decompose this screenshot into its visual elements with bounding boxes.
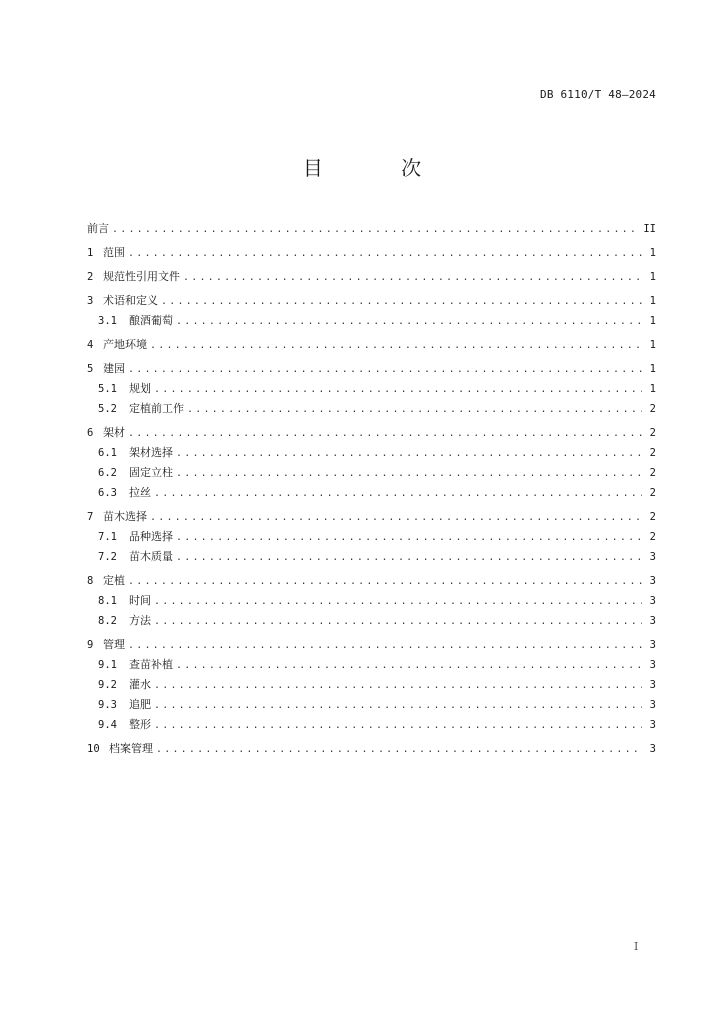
toc-entry-number: 6 <box>87 427 94 439</box>
toc-dot-leader <box>154 592 642 611</box>
toc-entry-number: 2 <box>87 271 94 283</box>
toc-dot-leader <box>161 292 642 311</box>
toc-dot-leader <box>150 336 642 355</box>
toc-dot-leader <box>187 400 642 419</box>
toc-entry[interactable] <box>87 739 656 759</box>
toc-dot-leader <box>176 548 642 567</box>
table-of-contents <box>87 219 656 759</box>
toc-entry-page: 3 <box>649 719 656 731</box>
toc-entry-page: 1 <box>649 315 656 327</box>
toc-entry[interactable] <box>87 695 656 715</box>
toc-entry[interactable] <box>87 655 656 675</box>
toc-entry-label: 范围 <box>103 246 125 259</box>
toc-entry-number: 8.1 <box>98 595 117 607</box>
toc-entry-label: 规划 <box>129 382 151 395</box>
toc-entry-page: 3 <box>649 699 656 711</box>
toc-entry-label: 苗木选择 <box>103 510 147 523</box>
toc-entry[interactable] <box>87 507 656 527</box>
toc-dot-leader <box>176 464 642 483</box>
toc-dot-leader <box>183 268 642 287</box>
toc-dot-leader <box>154 612 642 631</box>
toc-entry-number: 7 <box>87 511 94 523</box>
toc-entry-page: 2 <box>649 427 656 439</box>
toc-entry-number: 9.3 <box>98 699 117 711</box>
toc-entry-number: 8 <box>87 575 94 587</box>
toc-entry[interactable] <box>87 359 656 379</box>
toc-entry-number: 3 <box>87 295 94 307</box>
toc-dot-leader <box>150 508 642 527</box>
toc-dot-leader <box>176 656 642 675</box>
toc-entry[interactable] <box>87 219 656 239</box>
toc-entry[interactable] <box>87 335 656 355</box>
toc-dot-leader <box>176 528 642 547</box>
toc-entry-label: 固定立柱 <box>129 466 173 479</box>
toc-entry-number: 9.1 <box>98 659 117 671</box>
toc-entry-label: 查苗补植 <box>129 658 173 671</box>
toc-entry-label: 规范性引用文件 <box>103 270 180 283</box>
toc-entry[interactable] <box>87 591 656 611</box>
toc-entry-page: 2 <box>649 531 656 543</box>
toc-entry-page: 3 <box>649 575 656 587</box>
toc-entry-label: 方法 <box>129 614 151 627</box>
toc-entry-page: 3 <box>649 551 656 563</box>
toc-entry-page: 1 <box>649 363 656 375</box>
toc-entry-page: 3 <box>649 639 656 651</box>
toc-entry-label: 档案管理 <box>109 742 153 755</box>
toc-entry-number: 4 <box>87 339 94 351</box>
toc-entry[interactable] <box>87 635 656 655</box>
toc-entry-number: 9 <box>87 639 94 651</box>
toc-entry[interactable] <box>87 611 656 631</box>
page-title: 目 次 <box>302 156 458 180</box>
toc-entry-label: 苗木质量 <box>129 550 173 563</box>
toc-entry[interactable] <box>87 571 656 591</box>
toc-entry-page: 3 <box>649 679 656 691</box>
toc-entry-number: 10 <box>87 743 100 755</box>
toc-entry-page: 1 <box>649 339 656 351</box>
toc-entry-page: 3 <box>649 595 656 607</box>
toc-entry-page: 1 <box>649 383 656 395</box>
toc-dot-leader <box>176 312 642 331</box>
toc-entry-label: 建园 <box>103 362 125 375</box>
toc-dot-leader <box>128 424 642 443</box>
toc-entry-label: 时间 <box>129 594 151 607</box>
toc-dot-leader <box>128 244 642 263</box>
toc-entry[interactable] <box>87 443 656 463</box>
toc-dot-leader <box>154 696 642 715</box>
toc-entry-page: 3 <box>649 743 656 755</box>
toc-entry-label: 品种选择 <box>129 530 173 543</box>
toc-entry[interactable] <box>87 291 656 311</box>
toc-entry-page: II <box>643 223 656 235</box>
toc-entry[interactable] <box>87 715 656 735</box>
toc-entry-page: 3 <box>649 615 656 627</box>
toc-entry-number: 7.2 <box>98 551 117 563</box>
toc-entry-label: 追肥 <box>129 698 151 711</box>
toc-entry-number: 5.2 <box>98 403 117 415</box>
toc-entry[interactable] <box>87 483 656 503</box>
toc-entry-label: 术语和定义 <box>103 294 158 307</box>
toc-entry-label: 拉丝 <box>129 486 151 499</box>
toc-entry-label: 灌水 <box>129 678 151 691</box>
toc-entry-label: 定植前工作 <box>129 402 184 415</box>
toc-dot-leader <box>128 572 642 591</box>
toc-dot-leader <box>154 484 642 503</box>
toc-entry[interactable] <box>87 547 656 567</box>
toc-dot-leader <box>112 220 637 239</box>
toc-entry-label: 架材 <box>103 426 125 439</box>
toc-entry-number: 9.2 <box>98 679 117 691</box>
toc-entry[interactable] <box>87 311 656 331</box>
toc-entry-label: 定植 <box>103 574 125 587</box>
toc-entry-page: 2 <box>649 487 656 499</box>
toc-entry-page: 2 <box>649 511 656 523</box>
toc-entry-page: 2 <box>649 447 656 459</box>
toc-dot-leader <box>154 676 642 695</box>
toc-entry-number: 1 <box>87 247 94 259</box>
toc-entry-number: 8.2 <box>98 615 117 627</box>
toc-entry-number: 5.1 <box>98 383 117 395</box>
toc-entry-page: 1 <box>649 247 656 259</box>
toc-entry-page: 2 <box>649 403 656 415</box>
toc-dot-leader <box>154 380 642 399</box>
toc-entry[interactable] <box>87 379 656 399</box>
toc-dot-leader <box>128 636 642 655</box>
toc-entry-label: 酿酒葡萄 <box>129 314 173 327</box>
toc-entry-page: 3 <box>649 659 656 671</box>
toc-entry[interactable] <box>87 243 656 263</box>
toc-dot-leader <box>128 360 642 379</box>
toc-entry[interactable] <box>87 527 656 547</box>
toc-entry-number: 6.3 <box>98 487 117 499</box>
toc-entry-number: 3.1 <box>98 315 117 327</box>
page-number: I <box>634 940 639 953</box>
toc-entry-page: 1 <box>649 271 656 283</box>
toc-entry-label: 架材选择 <box>129 446 173 459</box>
toc-entry[interactable] <box>87 399 656 419</box>
document-code: DB 6110/T 48—2024 <box>540 88 656 101</box>
toc-entry[interactable] <box>87 463 656 483</box>
toc-entry-number: 9.4 <box>98 719 117 731</box>
toc-dot-leader <box>156 740 642 759</box>
toc-entry-number: 7.1 <box>98 531 117 543</box>
toc-entry-page: 2 <box>649 467 656 479</box>
toc-entry-page: 1 <box>649 295 656 307</box>
toc-entry[interactable] <box>87 267 656 287</box>
toc-entry-label: 管理 <box>103 638 125 651</box>
toc-entry-label: 产地环境 <box>103 338 147 351</box>
toc-entry-number: 5 <box>87 363 94 375</box>
toc-dot-leader <box>154 716 642 735</box>
toc-entry[interactable] <box>87 675 656 695</box>
toc-entry[interactable] <box>87 423 656 443</box>
toc-entry-label: 前言 <box>87 222 109 235</box>
toc-entry-number: 6.1 <box>98 447 117 459</box>
toc-entry-label: 整形 <box>129 718 151 731</box>
toc-dot-leader <box>176 444 642 463</box>
toc-entry-number: 6.2 <box>98 467 117 479</box>
